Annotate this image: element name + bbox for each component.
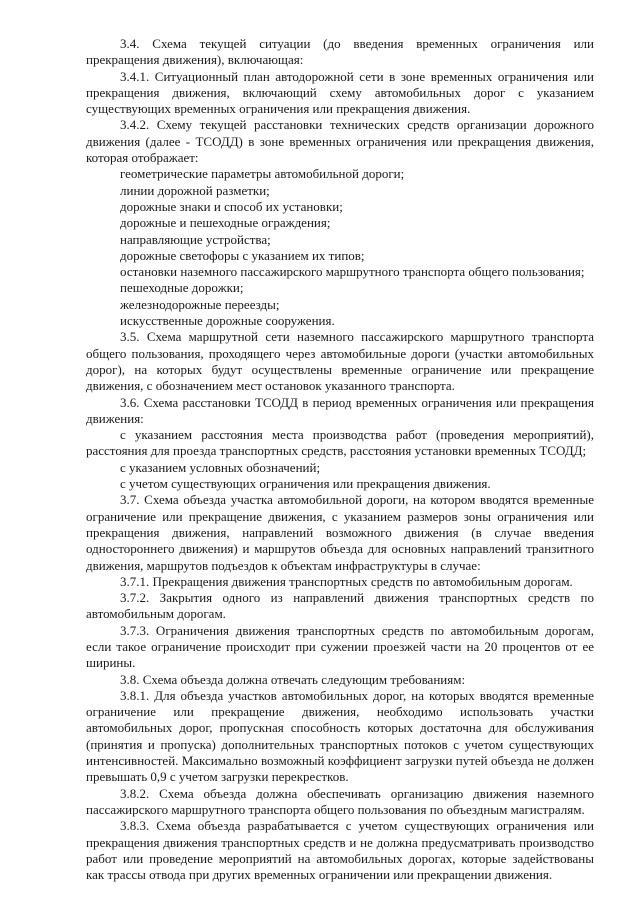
paragraph-3-8-2: 3.8.2. Схема объезда должна обеспечивать организацию движения наземного пассажирского маршрутного транспорта общего пользования по объездным магистралям. (86, 785, 594, 817)
paragraph-3-7-1: 3.7.1. Прекращения движения транспортных средств по автомобильным дорогам. (120, 573, 573, 589)
document-page (86, 36, 594, 883)
list-item: с учетом существующих ограничения или прекращения движения. (120, 476, 491, 492)
paragraph-3-8-1: 3.8.1. Для объезда участков автомобильных дорог, на которых вводятся временные ограничение или прекращение движения, необходимо использовать участки автомобильных дорог, пропускная способность которых достаточна для обслуживания (принятия и пропуска) дополнительных транспортных потоков с учетом существующих интенсивностей. Максимально возможный коэффициент загрузки путей объезда не должен превышать 0,9 с учетом загрузки перекрестков. (86, 687, 594, 785)
paragraph-3-6-distances: с указанием расстояния места производства работ (проведения мероприятий), расстояния для проезда транспортных средств, расстояния установки временных ТСОДД; (86, 427, 594, 459)
paragraph-3-7-2: 3.7.2. Закрытия одного из направлений движения транспортных средств по автомобильным дорогам. (86, 590, 594, 622)
paragraph-3-8: 3.8. Схема объезда должна отвечать следующим требованиям: (120, 671, 466, 687)
paragraph-3-5: 3.5. Схема маршрутной сети наземного пассажирского маршрутного транспорта общего пользования, проходящего через автомобильные дороги (участки автомобильных дорог), на которых будут осуществлены временные ограничение или прекращение движения, с обозначением мест остановок указанного транспорта. (86, 329, 594, 394)
paragraph-3-8-3: 3.8.3. Схема объезда разрабатывается с учетом существующих ограничения или прекращения движения транспортных средств и не должна предусматривать производство работ или проведение мероприятий на автомобильных дорогах, которые задействованы как трассы отвода при других временных ограничении или прекращении движения. (86, 818, 594, 883)
list-item: железнодорожные переезды; (120, 296, 280, 312)
list-item: дорожные светофоры с указанием их типов; (120, 247, 365, 263)
list-item: с указанием условных обозначений; (120, 459, 321, 475)
list-item: дорожные знаки и способ их установки; (120, 198, 343, 214)
list-item: геометрические параметры автомобильной дороги; (120, 166, 405, 182)
paragraph-3-7: 3.7. Схема объезда участка автомобильной дороги, на котором вводятся временные ограничение или прекращение движения, с указанием размеров зоны ограничения или прекращения движения, направлений возможного движения (в случае введения одностороннего движения) и маршрутов объезда для основных направлений транзитного движения, маршрутов подъездов к объектам инфраструктуры в случае: (86, 492, 594, 573)
paragraph-3-4: 3.4. Схема текущей ситуации (до введения временных ограничения или прекращения движения), включающая: (86, 36, 594, 68)
paragraph-3-6: 3.6. Схема расстановки ТСОДД в период временных ограничения или прекращения движения: (86, 394, 594, 426)
paragraph-3-4-1: 3.4.1. Ситуационный план автодорожной сети в зоне временных ограничения или прекращения движения, включающий схему автомобильных дорог с указанием существующих временных ограничения или прекращения движения. (86, 68, 594, 117)
paragraph-3-4-2: 3.4.2. Схему текущей расстановки технических средств организации дорожного движения (далее - ТСОДД) в зоне временных ограничения или прекращения движения, которая отображает: (86, 117, 594, 166)
list-item: остановки наземного пассажирского маршрутного транспорта общего пользования; (120, 264, 585, 280)
list-item: линии дорожной разметки; (120, 182, 270, 198)
list-item: искусственные дорожные сооружения. (120, 313, 335, 329)
list-item: направляющие устройства; (120, 231, 271, 247)
list-item: пешеходные дорожки; (120, 280, 244, 296)
paragraph-3-7-3: 3.7.3. Ограничения движения транспортных средств по автомобильным дорогам, если такое ограничение происходит при сужении проезжей части на 20 процентов от ее ширины. (86, 622, 594, 671)
list-item: дорожные и пешеходные ограждения; (120, 215, 331, 231)
